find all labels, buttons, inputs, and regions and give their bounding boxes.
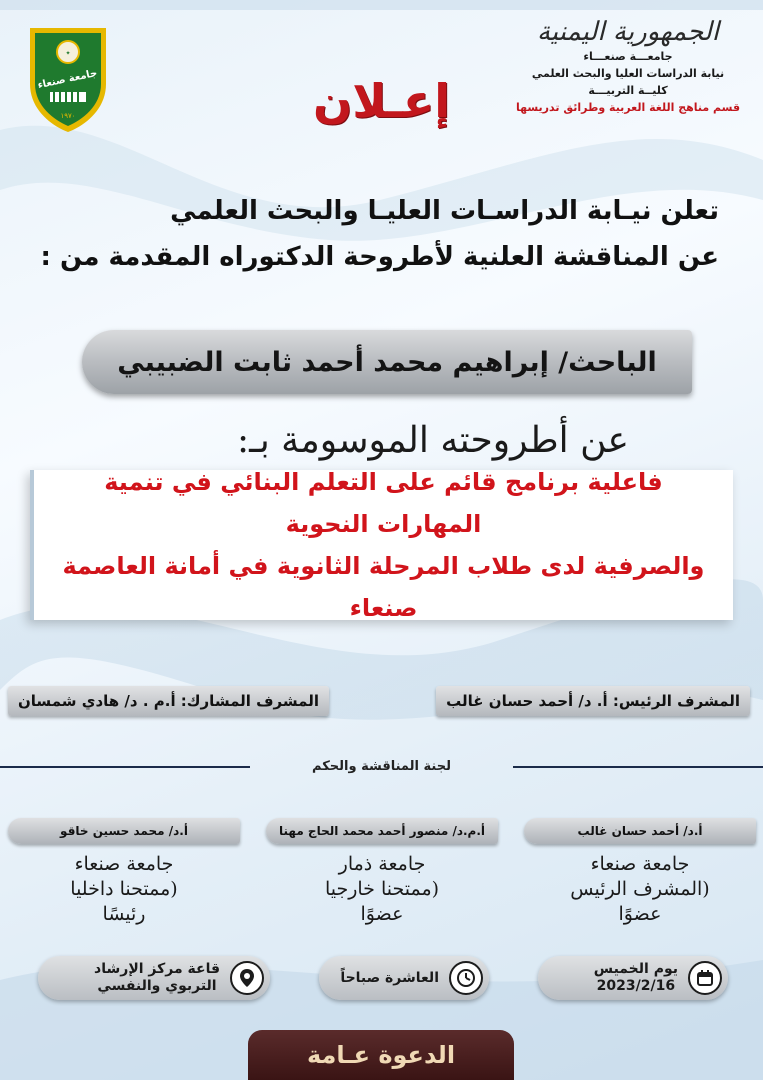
- thesis-line-2: والصرفية لدى طلاب المرحلة الثانوية في أمانة العاصمة صنعاء: [62, 552, 705, 622]
- member-role: (ممتحنا داخليا: [70, 878, 178, 900]
- svg-text:جامعة صنعاء: جامعة صنعاء: [36, 67, 99, 92]
- member-position: عضوًا: [618, 903, 662, 925]
- public-invitation-banner: الدعوة عـامة: [248, 1030, 514, 1080]
- date-text: [594, 961, 678, 995]
- date-value: 2023/2/16: [596, 978, 676, 994]
- member-name: أ.د/ أحمد حسان غالب: [524, 818, 756, 844]
- place-pill: [38, 956, 270, 1000]
- member-position: عضوًا: [360, 903, 404, 925]
- member-details: [8, 852, 240, 927]
- logo-year: ١٩٧٠: [60, 112, 76, 120]
- date-pill: [538, 956, 728, 1000]
- member-name: أ.م.د/ منصور أحمد محمد الحاج مهنا: [266, 818, 498, 844]
- time-pill: [319, 956, 489, 1000]
- supervisors-row: [8, 684, 750, 718]
- committee-member: [8, 818, 240, 948]
- location-pin-icon: [230, 961, 264, 995]
- divider-left: [0, 766, 250, 768]
- republic-name: الجمهورية اليمنية: [536, 17, 720, 47]
- thesis-line-1: فاعلية برنامج قائم على التعلم البنائي في تنمية المهارات النحوية: [104, 468, 663, 538]
- member-name: أ.د/ محمد حسين خاقو: [8, 818, 240, 844]
- member-role: (ممتحنا خارجيا: [324, 878, 440, 900]
- main-supervisor: المشرف الرئيس: أ. د/ أحمد حسان غالب: [436, 686, 750, 716]
- place-line-1: قاعة مركز الإرشاد: [94, 961, 220, 977]
- svg-text:✦: ✦: [65, 50, 71, 57]
- university-name: جامعـــة صنعـــاء: [583, 50, 673, 63]
- clock-icon: [449, 961, 483, 995]
- committee-heading: [0, 756, 763, 776]
- researcher-name: الباحث/ إبراهيم محمد أحمد ثابت الضبيبي: [117, 346, 657, 378]
- thesis-title-box: [30, 470, 733, 620]
- researcher-banner: [82, 330, 692, 394]
- intro-line-1: تعلن نيـابة الدراسـات العليـا والبحث العلمي: [170, 196, 719, 226]
- thesis-title: [58, 461, 709, 629]
- member-details: [524, 852, 756, 927]
- faculty-name: كليــة التربيـــة: [588, 84, 668, 97]
- divider-right: [513, 766, 763, 768]
- announcement-intro: [39, 188, 719, 280]
- committee-title: لجنة المناقشة والحكم: [312, 758, 451, 774]
- intro-line-2: عن المناقشة العلنية لأطروحة الدكتوراه المقدمة من :: [40, 242, 719, 272]
- thesis-intro: عن أطروحته الموسومة بـ:: [237, 420, 629, 461]
- place-text: [94, 961, 220, 995]
- time-text: العاشرة صباحاً: [340, 969, 439, 986]
- member-affiliation: جامعة صنعاء: [590, 853, 690, 875]
- event-info-row: [38, 956, 728, 1002]
- committee-members: [8, 818, 756, 948]
- member-details: [266, 852, 498, 927]
- calendar-icon: [688, 961, 722, 995]
- deanship-name: نيابة الدراسات العليا والبحث العلمي: [531, 67, 725, 80]
- member-position: رئيسًا: [102, 903, 146, 925]
- member-affiliation: جامعة صنعاء: [74, 853, 174, 875]
- place-line-2: التربوي والنفسي: [97, 978, 217, 994]
- member-role: (المشرف الرئيس: [570, 878, 710, 900]
- department-name: قسم مناهج اللغة العربية وطرائق تدريسها: [515, 101, 741, 114]
- date-day: يوم الخميس: [593, 961, 678, 977]
- co-supervisor: المشرف المشارك: أ.م . د/ هادي شمسان: [8, 686, 329, 716]
- announcement-title: إعـلان: [312, 74, 451, 128]
- committee-member: [524, 818, 756, 948]
- committee-member: [266, 818, 498, 948]
- member-affiliation: جامعة ذمار: [338, 853, 426, 875]
